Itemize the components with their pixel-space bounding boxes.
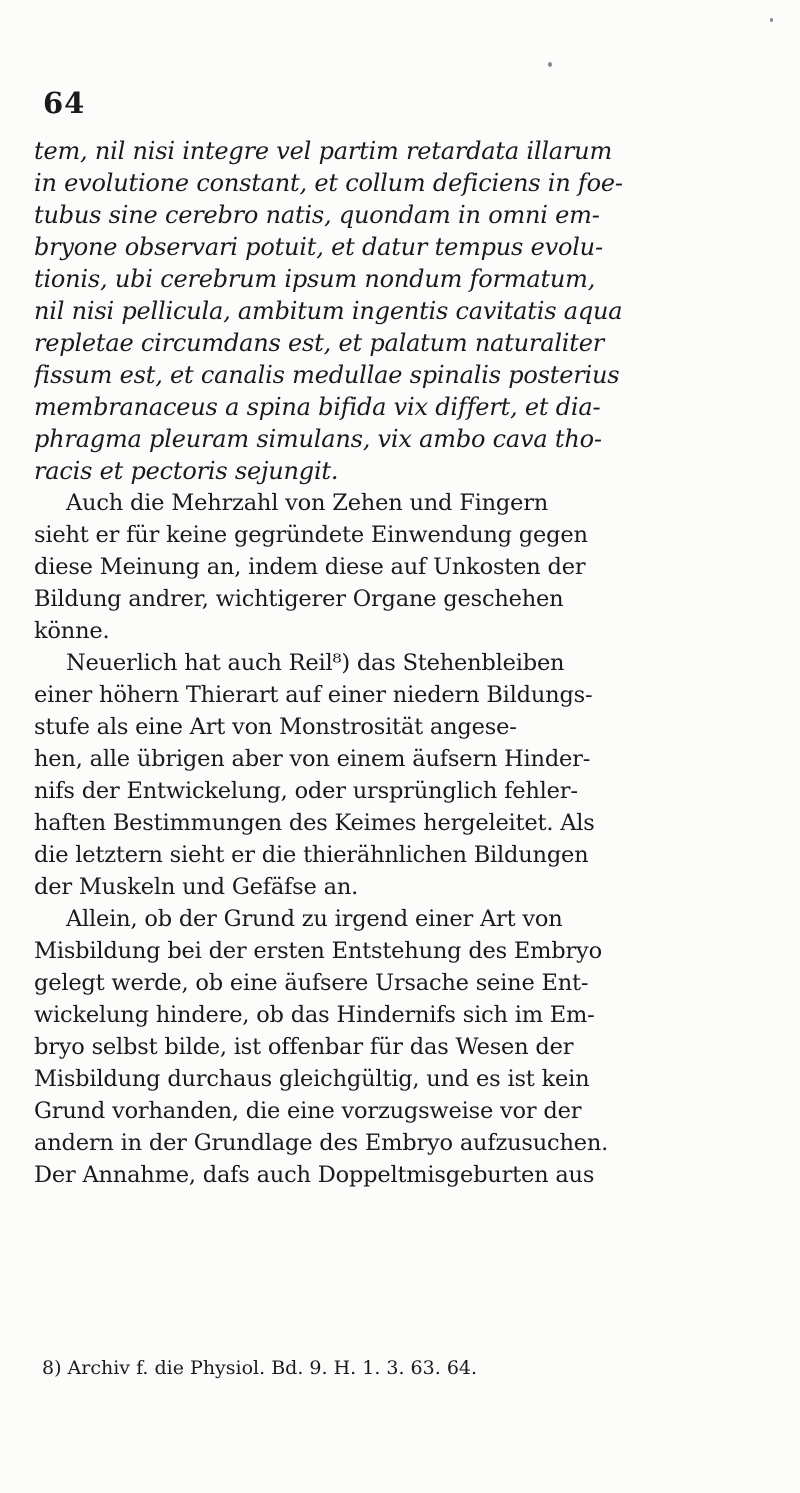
paragraph-line: hen, alle übrigen aber von einem äufsern Hinder- [34, 746, 591, 772]
paper-speck [548, 62, 552, 67]
latin-quote-line: membranaceus a spina bifida vix differt, et dia- [34, 393, 601, 421]
paragraph-line: Auch die Mehrzahl von Zehen und Fingern [66, 490, 549, 516]
paper-speck [770, 18, 773, 22]
latin-quote-line: phragma pleuram simulans, vix ambo cava tho- [34, 425, 602, 453]
paragraph-line: stufe als eine Art von Monstrosität angese- [34, 714, 517, 740]
paragraph-line: gelegt werde, ob eine äufsere Ursache seine Ent- [34, 970, 589, 996]
footnote: 8) Archiv f. die Physiol. Bd. 9. H. 1. 3. 63. 64. [42, 1357, 478, 1379]
paragraph-line: sieht er für keine gegründete Einwendung gegen [34, 522, 588, 548]
paragraph-line: Der Annahme, dafs auch Doppeltmisgeburten aus [34, 1162, 595, 1188]
latin-quote-line: repletae circumdans est, et palatum naturaliter [34, 329, 604, 357]
paragraph-line: einer höhern Thierart auf einer niedern Bildungs- [34, 682, 593, 708]
paragraph-line: wickelung hindere, ob das Hindernifs sich im Em- [34, 1002, 595, 1028]
latin-quote-line: bryone observari potuit, et datur tempus evolu- [34, 233, 603, 261]
paragraph-line: Misbildung durchaus gleichgültig, und es ist kein [34, 1066, 590, 1092]
paragraph-line: Grund vorhanden, die eine vorzugsweise vor der [34, 1098, 582, 1124]
latin-quote-line: nil nisi pellicula, ambitum ingentis cavitatis aqua [34, 297, 623, 325]
body-text [34, 135, 794, 1191]
latin-quote-line: in evolutione constant, et collum deficiens in foe- [34, 169, 623, 197]
latin-quote-line: fissum est, et canalis medullae spinalis posterius [34, 361, 620, 389]
latin-quote-line: tionis, ubi cerebrum ipsum nondum formatum, [34, 265, 596, 293]
latin-quote-line: tubus sine cerebro natis, quondam in omni em- [34, 201, 600, 229]
paragraph-line: nifs der Entwickelung, oder ursprünglich fehler- [34, 778, 578, 804]
paragraph-line: die letztern sieht er die thierähnlichen Bildungen [34, 842, 589, 868]
paragraph-line: Allein, ob der Grund zu irgend einer Art von [66, 906, 563, 932]
paragraph-line: bryo selbst bilde, ist offenbar für das Wesen der [34, 1034, 574, 1060]
paragraph-line: Neuerlich hat auch Reil⁸) das Stehenbleiben [66, 650, 565, 676]
paragraph-line: könne. [34, 618, 110, 644]
paragraph-line: der Muskeln und Gefäfse an. [34, 874, 359, 900]
latin-quote-line: tem, nil nisi integre vel partim retardata illarum [34, 137, 613, 165]
paragraph-line: diese Meinung an, indem diese auf Unkosten der [34, 554, 586, 580]
latin-quote-line: racis et pectoris sejungit. [34, 457, 339, 485]
paragraph-line: haften Bestimmungen des Keimes hergeleitet. Als [34, 810, 595, 836]
paragraph-line: Bildung andrer, wichtigerer Organe geschehen [34, 586, 564, 612]
page-number: 64 [43, 86, 86, 120]
paragraph-line: andern in der Grundlage des Embryo aufzusuchen. [34, 1130, 609, 1156]
paragraph-line: Misbildung bei der ersten Entstehung des Embryo [34, 938, 602, 964]
